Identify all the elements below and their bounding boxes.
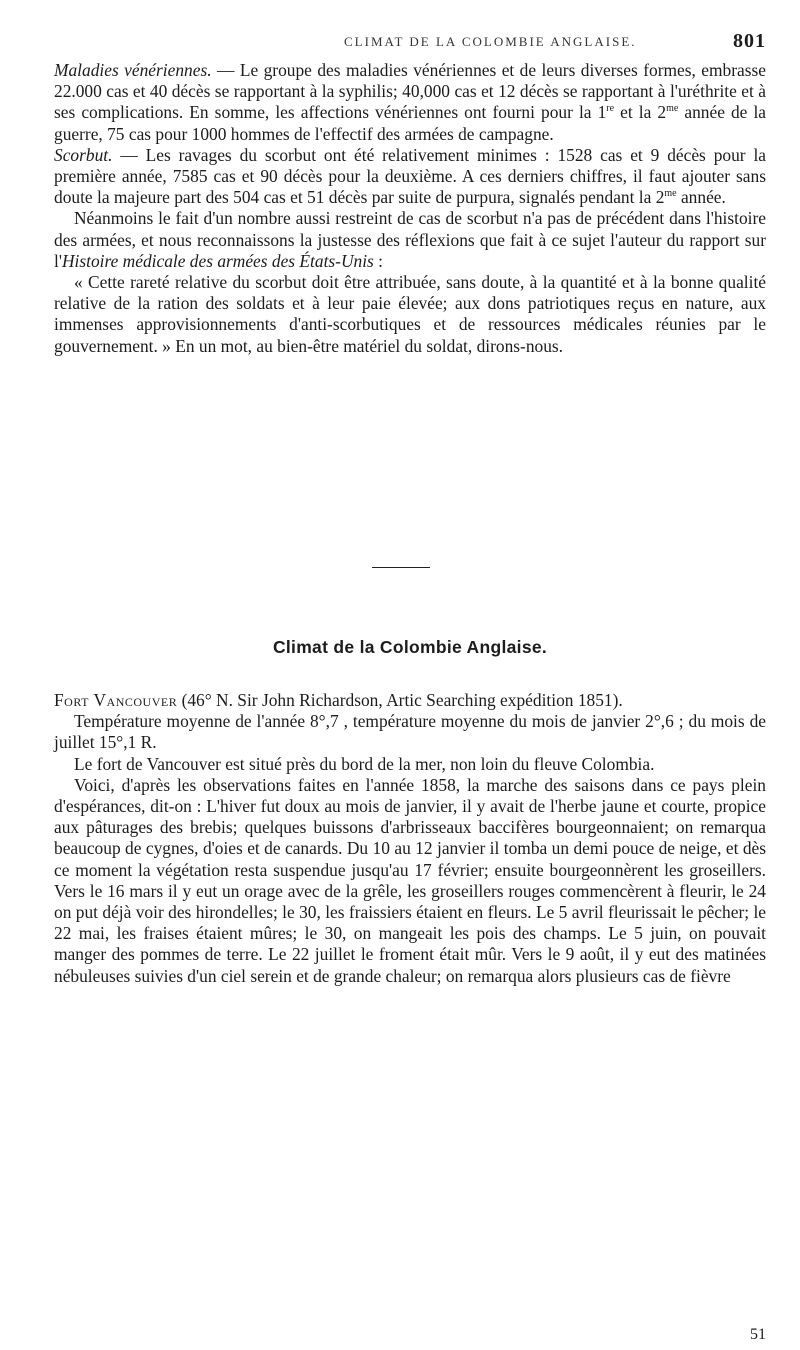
superscript: me bbox=[666, 103, 679, 115]
paragraph-scorbut bbox=[54, 145, 766, 209]
rubric-scorbut: Scorbut. bbox=[54, 144, 113, 165]
paragraph-temperature: Température moyenne de l'année 8°,7 , température moyenne du mois de janvier 2°,6 ; du mois de juillet 15°,1 R. bbox=[54, 711, 766, 753]
paragraph-text: Néanmoins le fait d'un nombre aussi restreint de cas de scorbut n'a pas de précédent dans l'histoire des armées, et nous reconnaissons la justesse des réflexions que fait à ce sujet l'auteur du rapport sur l' bbox=[54, 208, 766, 271]
paragraph-text: — Les ravages du scorbut ont été relativement minimes : 1528 cas et 9 décès pour la première année, 7585 cas et 90 décès pour la deuxième. A ces derniers chiffres, il faut ajouter sans doute la majeure part des 504 cas et 51 décès par suite de purpura, signalés pendant la 2 bbox=[54, 144, 766, 208]
paragraph-text: — Le groupe des maladies vénériennes et de leurs diverses formes, embrasse 22.000 cas et 40 décès se rapportant à la syphilis; 40,000 cas et 12 décès se rapportant à l'uréthrite et à ses complications. En somme, les affections vénériennes ont fourni pour la 1 bbox=[54, 60, 766, 123]
paragraph-text: et la 2 bbox=[614, 102, 667, 123]
running-head bbox=[54, 30, 766, 56]
paragraph-neanmoins bbox=[54, 208, 766, 272]
page-number: 801 bbox=[733, 30, 766, 52]
signature-mark: 51 bbox=[750, 1326, 766, 1343]
paragraph-fort-vancouver bbox=[54, 690, 766, 711]
section-divider-rule bbox=[372, 567, 430, 568]
section-title: Climat de la Colombie Anglaise. bbox=[272, 637, 548, 657]
paragraph-text: année de la guerre, 75 cas pour 1000 hommes de l'effectif des armées de campagne. bbox=[54, 102, 767, 144]
section-maladies-scorbut bbox=[54, 60, 766, 357]
paragraph-maladies-veneriennes bbox=[54, 60, 766, 145]
superscript: re bbox=[606, 103, 615, 115]
place-name-smallcaps: Fort Vancouver bbox=[54, 690, 178, 710]
section-climat bbox=[54, 690, 766, 987]
paragraph-saisons: Voici, d'après les observations faites en l'année 1858, la marche des saisons dans ce pays plein d'espérances, dit-on : L'hiver fut doux au mois de janvier, il y avait de l'herbe jaune et courte, propice aux pâturages des brebis; quelques buissons d'arbrisseaux baccifères bourgeonnaient; on remarqua beaucoup de cygnes, d'oies et de canards. Du 10 au 12 janvier il tomba un demi pouce de neige, et dès ce moment la végétation resta suspendue jusqu'au 17 février; ensuite bourgeonnèrent les groseillers. Vers le 16 mars il y eut un orage avec de la grêle, les groseillers rouges commencèrent à fleurir, le 24 on put déjà voir des hirondelles; le 30, les fraissiers étaient en fleurs. Le 5 avril fleurissait le pêcher; le 22 mai, les fraises étaient mûres; le 30, on mangeait les pois des champs. Le 5 juin, on pouvait manger des pommes de terre. Le 22 juillet le froment était mûr. Vers le 9 août, il y eut des matinées nébuleuses suivies d'un ciel serein et de grande chaleur; on remarqua alors plusieurs cas de fièvre bbox=[54, 774, 766, 986]
paragraph-situation: Le fort de Vancouver est situé près du bord de la mer, non loin du fleuve Colombia. bbox=[74, 753, 655, 774]
superscript: me bbox=[664, 188, 677, 200]
running-title: CLIMAT DE LA COLOMBIE ANGLAISE. bbox=[344, 34, 637, 49]
paragraph-text: : bbox=[373, 250, 384, 271]
paragraph-text: (46° N. Sir John Richardson, Artic Searching expédition 1851). bbox=[177, 690, 623, 710]
book-title-italic: Histoire médicale des armées des États-Unis bbox=[61, 250, 374, 271]
rubric-maladies: Maladies vénériennes. bbox=[54, 60, 212, 80]
book-page bbox=[54, 0, 766, 1350]
paragraph-text: année. bbox=[676, 187, 726, 208]
paragraph-quotation: « Cette rareté relative du scorbut doit être attribuée, sans doute, à la quantité et à la bonne qualité relative de la ration des soldats et à leur paie élevée; aux dons patriotiques reçus en nature, aux immenses approvisionnements d'anti-scorbutiques et de ressources médicales réunies par le gouvernement. » En un mot, au bien-être matériel du soldat, dirons-nous. bbox=[54, 272, 766, 356]
